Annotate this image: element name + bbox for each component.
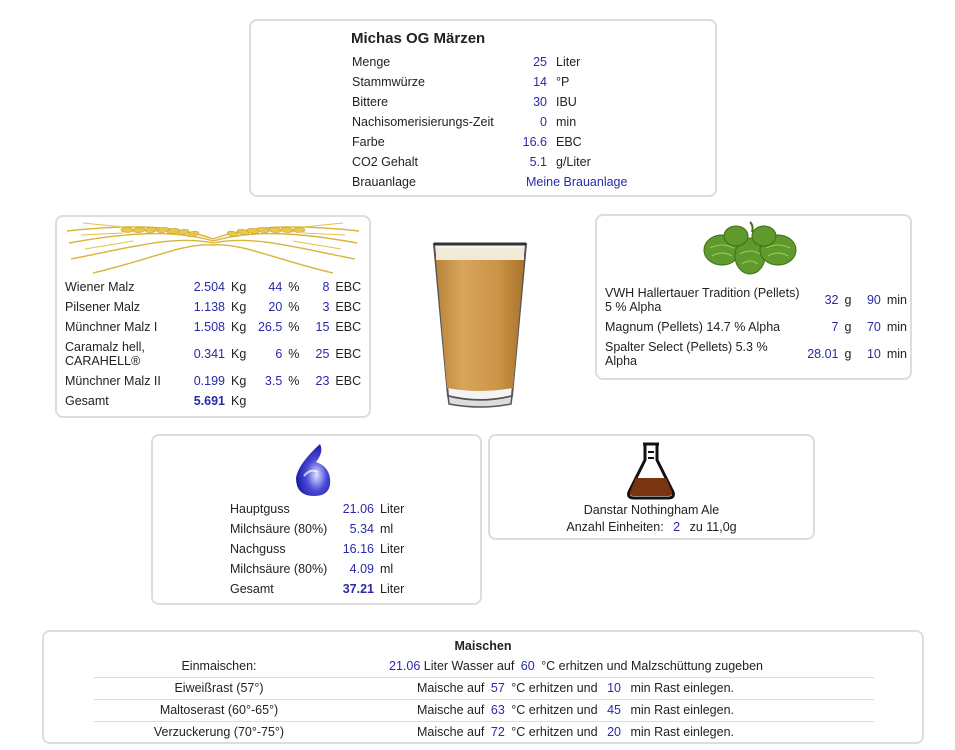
mash-in-text-a: Liter Wasser auf	[423, 659, 515, 673]
mash-in-water: 21.06	[389, 659, 421, 673]
malt-percent: 20	[268, 300, 283, 314]
malt-name: Caramalz hell, CARAHELL®	[65, 340, 145, 368]
yeast-units-label: Anzahl Einheiten:	[566, 520, 664, 534]
hop-name: Magnum (Pellets) 14.7 % Alpha	[605, 320, 781, 334]
hop-amount: 32	[824, 293, 839, 307]
hop-icon	[702, 220, 802, 278]
malt-name: Münchner Malz II	[65, 374, 161, 388]
malt-percent-unit: %	[288, 374, 300, 388]
malt-percent: 3.5	[264, 374, 283, 388]
hop-amount: 7	[831, 320, 839, 334]
malt-weight-unit: Kg	[231, 347, 247, 361]
yeast-units-suffix: zu 11,0g	[689, 520, 737, 534]
yeast-units-value: 2	[673, 520, 681, 534]
water-label: Hauptguss	[230, 502, 290, 516]
rest-label: Maltoserast (60°-65°)	[159, 703, 279, 717]
rest-text-a: Maische auf	[417, 703, 485, 717]
summary-row	[349, 132, 630, 152]
malt-name: Wiener Malz	[65, 280, 135, 294]
rest-text-b: °C erhitzen und	[511, 725, 598, 739]
malt-name: Pilsener Malz	[65, 300, 141, 314]
malt-ebc: 8	[322, 280, 330, 294]
beer-glass-icon	[430, 238, 530, 408]
malt-percent-unit: %	[288, 347, 300, 361]
hop-row	[602, 317, 910, 337]
malt-row	[62, 337, 364, 371]
hop-amount-unit: g	[844, 320, 852, 334]
summary-row	[349, 92, 630, 112]
malt-weight-unit: Kg	[231, 320, 247, 334]
hop-row	[602, 283, 910, 317]
malt-row	[62, 371, 364, 391]
mash-in-temp: 60	[520, 659, 535, 673]
summary-value: 0	[540, 115, 547, 129]
water-value: 4.09	[349, 562, 374, 576]
rest-time: 45	[607, 703, 621, 717]
water-card	[151, 434, 482, 605]
malt-weight-unit: Kg	[231, 300, 247, 314]
summary-label: Stammwürze	[352, 75, 425, 89]
summary-unit: °P	[556, 75, 570, 89]
mash-table	[94, 656, 874, 743]
malt-ebc: 25	[315, 347, 330, 361]
summary-row	[349, 152, 630, 172]
rest-instruction	[417, 725, 734, 739]
water-value: 16.16	[342, 542, 374, 556]
water-drop-icon	[290, 442, 336, 498]
water-row	[227, 499, 407, 519]
yeast-units	[490, 520, 813, 534]
hop-time: 70	[866, 320, 881, 334]
hop-amount-unit: g	[844, 293, 852, 307]
summary-row	[349, 172, 630, 192]
malt-ebc-unit: EBC	[335, 280, 362, 294]
summary-value: 5.1	[529, 155, 547, 169]
malt-weight: 1.138	[193, 300, 225, 314]
flask-icon	[624, 440, 678, 500]
hop-time-unit: min	[886, 347, 907, 361]
rest-instruction	[417, 703, 734, 717]
rest-text-a: Maische auf	[417, 681, 485, 695]
malt-ebc-unit: EBC	[335, 347, 362, 361]
malt-ebc: 23	[315, 374, 330, 388]
malt-row	[62, 317, 364, 337]
malt-ebc-unit: EBC	[335, 320, 362, 334]
malt-weight: 1.508	[193, 320, 225, 334]
rest-temp: 72	[490, 725, 505, 739]
rest-text-b: °C erhitzen und	[511, 681, 598, 695]
malt-percent: 6	[275, 347, 283, 361]
mash-in-instruction	[389, 659, 763, 673]
rest-text-c: min Rast einlegen.	[630, 725, 734, 739]
rest-text-c: min Rast einlegen.	[630, 681, 734, 695]
summary-label: Bittere	[352, 95, 389, 109]
recipe-summary-card	[249, 19, 717, 197]
rest-label: Verzuckerung (70°-75°)	[153, 725, 285, 739]
hop-row	[602, 337, 910, 371]
summary-unit: Liter	[556, 55, 581, 69]
hop-time-unit: min	[886, 320, 907, 334]
mash-in-text-b: °C erhitzen und Malzschüttung zugeben	[541, 659, 763, 673]
water-label: Milchsäure (80%)	[230, 522, 328, 536]
hop-amount-unit: g	[844, 347, 852, 361]
summary-label: Farbe	[352, 135, 385, 149]
summary-label: Nachisomerisierungs-Zeit	[352, 115, 494, 129]
malt-total-label: Gesamt	[65, 394, 109, 408]
water-unit: ml	[380, 562, 394, 576]
mash-rest-row	[94, 678, 874, 700]
rest-time: 10	[607, 681, 621, 695]
water-unit: ml	[380, 522, 394, 536]
summary-label: Menge	[352, 55, 391, 69]
mash-title: Maischen	[454, 639, 512, 653]
malt-percent-unit: %	[288, 280, 300, 294]
yeast-card	[488, 434, 815, 540]
hop-name: Spalter Select (Pellets) 5.3 % Alpha	[605, 340, 768, 368]
malt-total-unit: Kg	[231, 394, 247, 408]
mash-in-label: Einmaischen:	[181, 659, 257, 673]
summary-unit: g/Liter	[556, 155, 591, 169]
malt-weight: 2.504	[193, 280, 225, 294]
rest-temp: 57	[490, 681, 505, 695]
summary-row	[349, 52, 630, 72]
water-row	[227, 519, 407, 539]
rest-label: Eiweißrast (57°)	[174, 681, 264, 695]
mash-in-row	[94, 656, 874, 678]
malt-percent: 44	[268, 280, 283, 294]
recipe-summary-table	[349, 52, 630, 192]
malt-ebc-unit: EBC	[335, 300, 362, 314]
rest-temp: 63	[490, 703, 505, 717]
malt-ebc: 3	[322, 300, 330, 314]
summary-value: 25	[533, 55, 547, 69]
recipe-title: Michas OG Märzen	[351, 30, 486, 47]
wheat-icon	[63, 219, 363, 277]
water-total-value: 37.21	[342, 582, 374, 596]
hops-table	[602, 283, 910, 371]
rest-text-c: min Rast einlegen.	[630, 703, 734, 717]
hop-name: VWH Hallertauer Tradition (Pellets) 5 % Alpha	[605, 286, 800, 314]
mash-card	[42, 630, 924, 744]
brewery-link[interactable]: Meine Brauanlage	[526, 175, 628, 189]
mash-rest-row	[94, 722, 874, 743]
malt-ebc: 15	[315, 320, 330, 334]
malt-total-value: 5.691	[193, 394, 225, 408]
summary-value: 30	[533, 95, 547, 109]
water-total-row	[227, 579, 407, 599]
summary-row	[349, 72, 630, 92]
hop-amount: 28.01	[807, 347, 839, 361]
hop-time: 10	[866, 347, 881, 361]
summary-value: 16.6	[522, 135, 547, 149]
water-row	[227, 539, 407, 559]
summary-label: CO2 Gehalt	[352, 155, 419, 169]
summary-row	[349, 112, 630, 132]
summary-unit: EBC	[556, 135, 582, 149]
malt-row	[62, 277, 364, 297]
water-unit: Liter	[380, 502, 405, 516]
rest-instruction	[417, 681, 734, 695]
malt-card	[55, 215, 371, 418]
malt-row	[62, 297, 364, 317]
rest-text-a: Maische auf	[417, 725, 485, 739]
water-total-label: Gesamt	[230, 582, 274, 596]
yeast-name: Danstar Nothingham Ale	[583, 503, 720, 517]
water-table	[227, 499, 407, 599]
water-label: Milchsäure (80%)	[230, 562, 328, 576]
malt-weight-unit: Kg	[231, 280, 247, 294]
water-label: Nachguss	[230, 542, 286, 556]
hop-time-unit: min	[886, 293, 907, 307]
malt-percent: 26.5	[257, 320, 283, 334]
malt-weight: 0.341	[193, 347, 225, 361]
malt-weight: 0.199	[193, 374, 225, 388]
summary-unit: IBU	[556, 95, 577, 109]
summary-value: 14	[533, 75, 547, 89]
hop-time: 90	[866, 293, 881, 307]
water-row	[227, 559, 407, 579]
water-total-unit: Liter	[380, 582, 405, 596]
malt-weight-unit: Kg	[231, 374, 247, 388]
summary-unit: min	[556, 115, 577, 129]
rest-text-b: °C erhitzen und	[511, 703, 598, 717]
brewery-label: Brauanlage	[352, 175, 416, 189]
hops-card	[595, 214, 912, 380]
water-value: 5.34	[349, 522, 374, 536]
malt-table	[62, 277, 364, 411]
malt-percent-unit: %	[288, 300, 300, 314]
water-value: 21.06	[342, 502, 374, 516]
malt-ebc-unit: EBC	[335, 374, 362, 388]
mash-rest-row	[94, 700, 874, 722]
malt-total-row	[62, 391, 364, 411]
malt-name: Münchner Malz I	[65, 320, 158, 334]
malt-percent-unit: %	[288, 320, 300, 334]
rest-time: 20	[607, 725, 621, 739]
water-unit: Liter	[380, 542, 405, 556]
